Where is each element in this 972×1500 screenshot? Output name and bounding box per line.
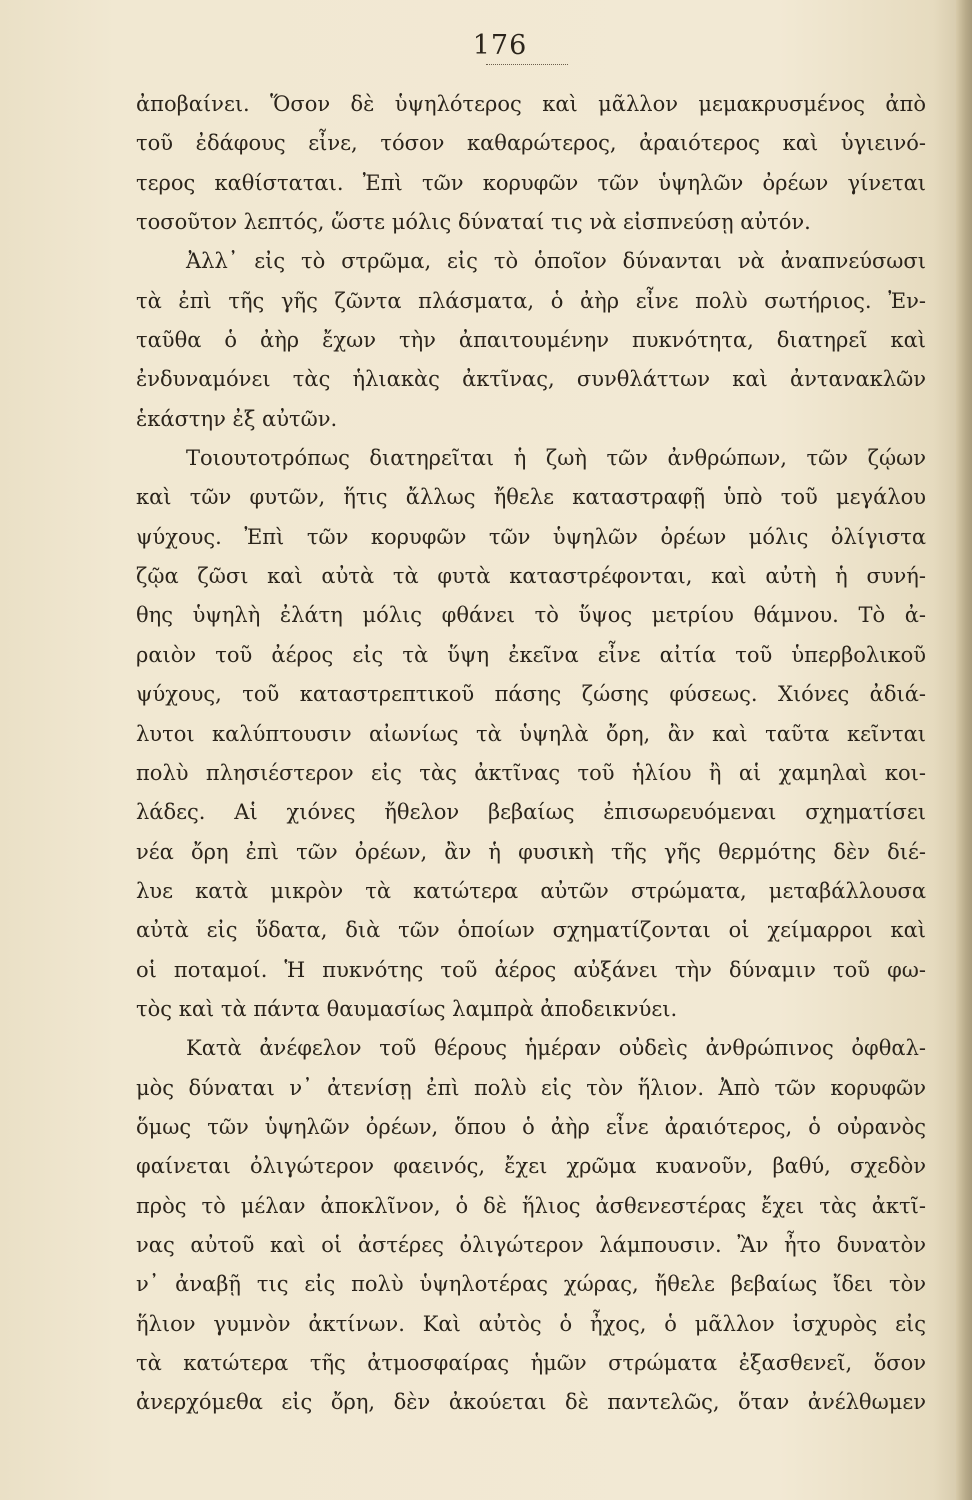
text-line: Ἀλλ᾽ εἰς τὸ στρῶμα, εἰς τὸ ὁποῖον δύνανται νὰ ἀναπνεύσωσι [186,249,926,274]
text-line: ταῦθα ὁ ἀὴρ ἔχων τὴν ἀπαιτουμένην πυκνότητα, διατηρεῖ καὶ [136,328,926,353]
text-line: φαίνεται ὀλιγώτερον φαεινός, ἔχει χρῶμα κυανοῦν, βαθύ, σχεδὸν [136,1154,926,1179]
text-line: πρὸς τὸ μέλαν ἀποκλῖνον, ὁ δὲ ἥλιος ἀσθενεστέρας ἔχει τὰς ἀκτῖ- [136,1193,926,1218]
text-line: θης ὑψηλὴ ἐλάτη μόλις φθάνει τὸ ὕψος μετρίου θάμνου. Τὸ ἀ- [136,603,926,628]
text-line: τὰ ἐπὶ τῆς γῆς ζῶντα πλάσματα, ὁ ἀὴρ εἶνε πολὺ σωτήριος. Ἐν- [136,288,926,313]
text-line: νας αὐτοῦ καὶ οἱ ἀστέρες ὀλιγώτερον λάμπουσιν. Ἂν ἦτο δυνατὸν [136,1232,926,1257]
text-line: ν᾽ ἀναβῇ τις εἰς πολὺ ὑψηλοτέρας χώρας, ἤθελε βεβαίως ἴδει τὸν [136,1272,926,1297]
text-line: λυε κατὰ μικρὸν τὰ κατώτερα αὐτῶν στρώματα, μεταβάλλουσα [136,878,926,903]
text-line: ἑκάστην ἐξ αὐτῶν. [136,406,338,431]
text-line: τὸς καὶ τὰ πάντα θαυμασίως λαμπρὰ ἀποδεικνύει. [136,996,678,1021]
text-line: πολὺ πλησιέστερον εἰς τὰς ἀκτῖνας τοῦ ἡλίου ἢ αἱ χαμηλαὶ κοι- [136,760,926,785]
text-line: τὰ κατώτερα τῆς ἀτμοσφαίρας ἡμῶν στρώματα ἐξασθενεῖ, ὅσον [136,1351,926,1375]
text-line: λάδες. Αἱ χιόνες ἤθελον βεβαίως ἐπισωρευόμεναι σχηματίσει [136,800,926,825]
text-line: λυτοι καλύπτουσιν αἰωνίως τὰ ὑψηλὰ ὄρη, ἂν καὶ ταῦτα κεῖνται [136,721,926,746]
text-line: οἱ ποταμοί. Ἡ πυκνότης τοῦ ἀέρος αὐξάνει τὴν δύναμιν τοῦ φω- [136,957,926,982]
text-line: νέα ὄρη ἐπὶ τῶν ὀρέων, ἂν ἡ φυσικὴ τῆς γῆς θερμότης δὲν διέ- [136,839,926,864]
text-line: αὐτὰ εἰς ὕδατα, διὰ τῶν ὁποίων σχηματίζονται οἱ χείμαρροι καὶ [136,918,926,943]
text-line: ζῷα ζῶσι καὶ αὐτὰ τὰ φυτὰ καταστρέφονται, καὶ αὐτὴ ἡ συνή- [136,564,926,589]
text-line: ψύχους. Ἐπὶ τῶν κορυφῶν τῶν ὑψηλῶν ὀρέων μόλις ὀλίγιστα [136,524,926,549]
page-number-rule [486,64,568,65]
body-text [136,85,926,1423]
page-edge [956,0,972,1500]
text-line: ἀνερχόμεθα εἰς ὄρη, δὲν ἀκούεται δὲ παντελῶς, ὅταν ἀνέλθωμεν [136,1390,926,1415]
text-line: ὅμως τῶν ὑψηλῶν ὀρέων, ὅπου ὁ ἀὴρ εἶνε ἀραιότερος, ὁ οὐρανὸς [136,1114,926,1139]
text-line: Κατὰ ἀνέφελον τοῦ θέρους ἡμέραν οὐδεὶς ἀνθρώπινος ὀφθαλ- [186,1036,926,1061]
page-number: 176 [472,30,528,61]
text-line: ψύχους, τοῦ καταστρεπτικοῦ πάσης ζώσης φύσεως. Χιόνες ἀδιά- [136,682,926,707]
text-line: Τοιουτοτρόπως διατηρεῖται ἡ ζωὴ τῶν ἀνθρώπων, τῶν ζῴων [186,446,926,471]
text-line: ἥλιον γυμνὸν ἀκτίνων. Καὶ αὐτὸς ὁ ἦχος, ὁ μᾶλλον ἰσχυρὸς εἰς [136,1311,926,1336]
text-line: τερος καθίσταται. Ἐπὶ τῶν κορυφῶν τῶν ὑψηλῶν ὀρέων γίνεται [136,170,926,195]
text-line: ραιὸν τοῦ ἀέρος εἰς τὰ ὕψη ἐκεῖνα εἶνε αἰτία τοῦ ὑπερβολικοῦ [136,642,926,667]
text-line: μὸς δύναται ν᾽ ἀτενίσῃ ἐπὶ πολὺ εἰς τὸν ἥλιον. Ἀπὸ τῶν κορυφῶν [136,1075,926,1100]
text-line: τοῦ ἐδάφους εἶνε, τόσον καθαρώτερος, ἀραιότερος καὶ ὑγιεινό- [136,131,926,156]
text-line: τοσοῦτον λεπτός, ὥστε μόλις δύναταί τις νὰ εἰσπνεύσῃ αὐτόν. [136,210,811,235]
text-line: καὶ τῶν φυτῶν, ἥτις ἄλλως ἤθελε καταστραφῇ ὑπὸ τοῦ μεγάλου [136,485,926,510]
text-line: ἐνδυναμόνει τὰς ἡλιακὰς ἀκτῖνας, συνθλάττων καὶ ἀντανακλῶν [136,367,926,392]
text-line: ἀποβαίνει. Ὅσον δὲ ὑψηλότερος καὶ μᾶλλον μεμακρυσμένος ἀπὸ [136,92,926,116]
